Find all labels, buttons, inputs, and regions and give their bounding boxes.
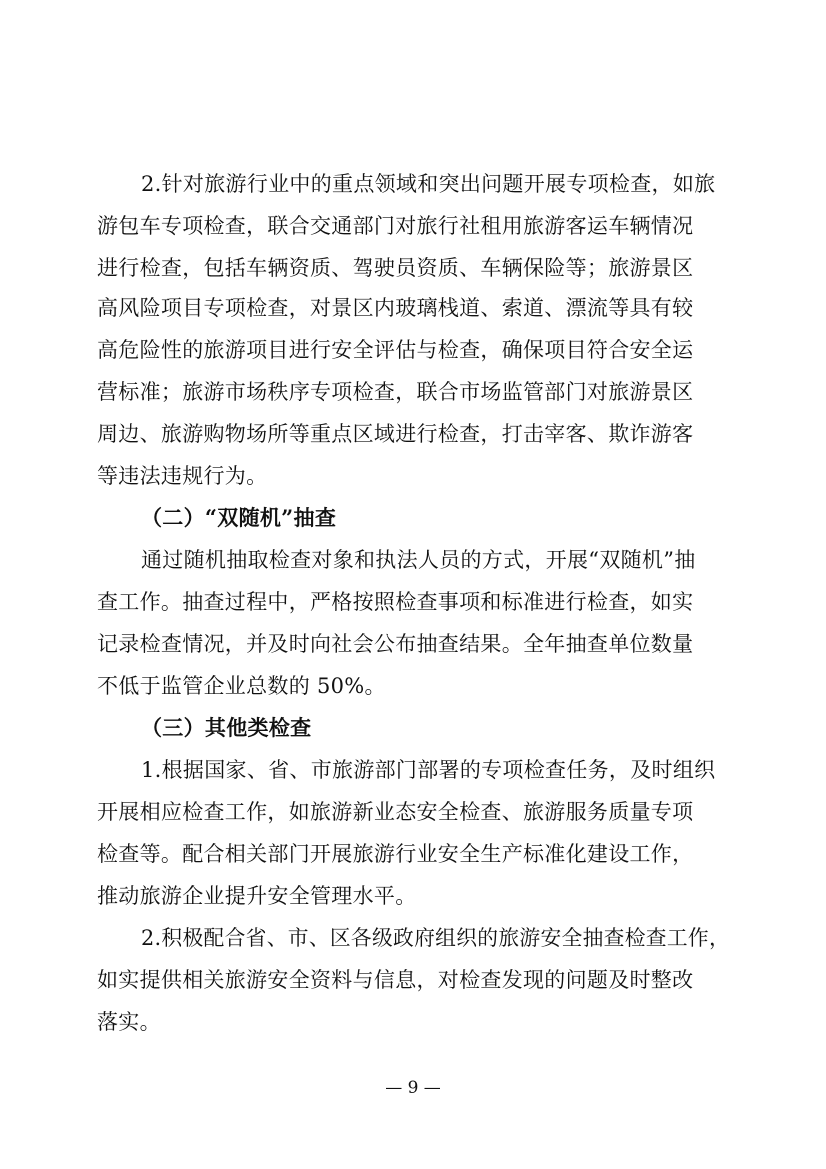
document-page: 2.针对旅游行业中的重点领域和突出问题开展专项检查，如旅 游包车专项检查，联合交通部门对旅行社租用旅游客运车辆情况 进行检查，包括车辆资质、驾驶员资质、车辆保险等；旅游景区 高风险项目专项检查，对景区内玻璃栈道、索道、漂流等具有较 高危险性的旅游项目进行安全评估与检查，确保项目符合安全运 营标准；旅游市场秩序专项检查，联合市场监管部门对旅游景区 周边、旅游购物场所等重点区域进行检查，打击宰客、欺诈游客 等违法违规行为。 （二）“双随机”抽查 通过随机抽取检查对象和执法人员的方式，开展“双随机”抽 查工作。抽查过程中，严格按照检查事项和标准进行检查，如实 记录检查情况，并及时向社会公布抽查结果。全年抽查单位数量 不低于监管企业总数的 50%。 （三）其他类检查 1.根据国家、省、市旅游部门部署的专项检查任务，及时组织 开展相应检查工作，如旅游新业态安全检查、旅游服务质量专项 检查等。配合相关部门开展旅游行业安全生产标准化建设工作， 推动旅游企业提升安全管理水平。 2.积极配合省、市、区各级政府组织的旅游安全抽查检查工作， 如实提供相关旅游安全资料与信息，对检查发现的问题及时整改 落实。 — 9 — (0, 0, 826, 1169)
page-number: — 9 — (385, 1078, 441, 1098)
